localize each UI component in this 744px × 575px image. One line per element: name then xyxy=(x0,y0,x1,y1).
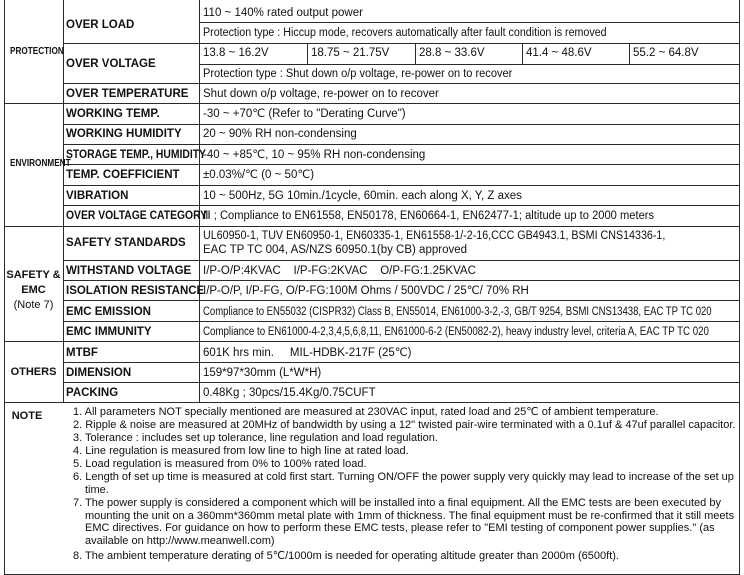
mtbf-label: MTBF xyxy=(66,347,98,359)
storage-temp-value: -40 ~ +85℃, 10 ~ 95% RH non-condensing xyxy=(203,149,426,161)
over-voltage-range: 55.2 ~ 64.8V xyxy=(633,47,699,59)
row-rule xyxy=(63,362,740,363)
over-temperature-label: OVER TEMPERATURE xyxy=(66,88,189,100)
note-item: 3. Tolerance : includes set up tolerance, line regulation and load regulation. xyxy=(73,432,438,444)
section-others: OTHERS xyxy=(10,366,57,378)
working-humidity-value: 20 ~ 90% RH non-condensing xyxy=(203,128,357,140)
note-item: 5. Load regulation is measured from 0% to 100% rated load. xyxy=(73,458,367,470)
section-safety-note-ref: (Note 7) xyxy=(13,299,54,311)
ov-cell-divider xyxy=(522,43,523,64)
section-rule xyxy=(4,103,740,104)
row-rule xyxy=(63,124,740,125)
row-rule xyxy=(63,260,740,261)
row-rule xyxy=(63,43,740,44)
over-voltage-label: OVER VOLTAGE xyxy=(66,58,156,70)
spec-table xyxy=(4,0,740,575)
row-rule xyxy=(63,321,740,322)
ov-cell-divider xyxy=(307,43,308,64)
vibration-value: 10 ~ 500Hz, 5G 10min./1cycle, 60min. each along X, Y, Z axes xyxy=(203,190,522,202)
over-voltage-protection-type: Protection type : Shut down o/p voltage, re-power on to recover xyxy=(203,68,513,80)
emc-immunity-value: Compliance to EN61000-4-2,3,4,5,6,8,11, EN61000-6-2 (EN50082-2), heavy industry level, criteria A, EAC TP TC 020 xyxy=(203,326,709,338)
over-voltage-category-label: OVER VOLTAGE CATEGORY xyxy=(66,210,208,222)
over-load-value: 110 ~ 140% rated output power xyxy=(203,7,363,19)
vibration-label: VIBRATION xyxy=(66,190,129,202)
section-rule xyxy=(4,402,740,403)
working-temp-value: -30 ~ +70℃ (Refer to "Derating Curve") xyxy=(203,108,406,120)
over-load-label: OVER LOAD xyxy=(66,19,135,31)
note-item: 7. The power supply is considered a component which will be installed into a final equipment. All the EMC tests are been executed by mounting the unit on a 360mm*360mm metal plate with 1mm of thickness. The final equipment must be re-confirmed that it still meets EMC directives. For guidance on how to perform these EMC tests, please refer to "EMI testing of component power supplies." (as available on http://www.meanwell.com) xyxy=(73,497,735,547)
note-item: 4. Line regulation is measured from low line to high line at rated load. xyxy=(73,445,409,457)
withstand-voltage-label: WITHSTAND VOLTAGE xyxy=(66,265,192,277)
section-protection: PROTECTION xyxy=(10,46,64,57)
over-voltage-range: 13.8 ~ 16.2V xyxy=(203,47,269,59)
row-rule xyxy=(63,205,740,206)
note-item: 2. Ripple & noise are measured at 20MHz of bandwidth by using a 12" twisted pair-wire terminated with a 0.1uf & 47uf parallel capacitor. xyxy=(73,419,736,431)
safety-standards-line: EAC TP TC 004, AS/NZS 60950.1(by CB) approved xyxy=(203,244,468,256)
sub-row-rule xyxy=(199,22,740,23)
ov-cell-divider xyxy=(629,43,630,64)
note-item: 1. All parameters NOT specially mentioned are measured at 230VAC input, rated load and 25℃ of ambient temperature. xyxy=(73,406,659,418)
over-voltage-range: 41.4 ~ 48.6V xyxy=(526,47,592,59)
section-safety-title: SAFETY & xyxy=(6,269,61,281)
row-rule xyxy=(63,382,740,383)
row-rule xyxy=(63,300,740,301)
packing-label: PACKING xyxy=(66,387,119,399)
over-voltage-category-value: Ⅲ ; Compliance to EN61558, EN50178, EN60664-1, EN62477-1; altitude up to 2000 meters xyxy=(203,210,655,222)
row-rule xyxy=(63,164,740,165)
row-rule xyxy=(63,185,740,186)
section-environment: ENVIRONMENT xyxy=(10,158,71,169)
over-voltage-range: 18.75 ~ 21.75V xyxy=(311,47,390,59)
row-rule xyxy=(63,144,740,145)
section-note: NOTE xyxy=(11,410,43,422)
emc-immunity-label: EMC IMMUNITY xyxy=(66,326,152,338)
temp-coefficient-label: TEMP. COEFFICIENT xyxy=(66,169,180,181)
over-load-protection-type: Protection type : Hiccup mode, recovers automatically after fault condition is removed xyxy=(203,27,607,39)
row-rule xyxy=(63,83,740,84)
working-temp-label: WORKING TEMP. xyxy=(66,108,160,120)
dimension-value: 159*97*30mm (L*W*H) xyxy=(203,367,322,379)
note-item: 6. Length of set up time is measured at cold first start. Turning ON/OFF the power supply very quickly may lead to increase of the set up time. xyxy=(73,471,734,496)
dimension-label: DIMENSION xyxy=(66,367,132,379)
row-rule xyxy=(63,280,740,281)
mtbf-value: 601K hrs min. MIL-HDBK-217F (25℃) xyxy=(203,347,412,359)
section-safety-emc: EMC xyxy=(21,284,46,296)
safety-standards-line: UL60950-1, TUV EN60950-1, EN60335-1, EN61558-1/-2-16,CCC GB4943.1, BSMI CNS14336-1, xyxy=(203,230,666,242)
sub-row-rule xyxy=(199,64,740,65)
emc-emission-value: Compliance to EN55032 (CISPR32) Class B, EN55014, EN61000-3-2,-3, GB/T 9254, BSMI CNS13438, EAC TP TC 020 xyxy=(203,306,712,318)
emc-emission-label: EMC EMISSION xyxy=(66,306,151,318)
withstand-voltage-value: I/P-O/P:4KVAC I/P-FG:2KVAC O/P-FG:1.25KVAC xyxy=(203,265,476,277)
isolation-resistance-label: ISOLATION RESISTANCE xyxy=(66,285,205,297)
section-rule xyxy=(4,226,740,227)
safety-standards-label: SAFETY STANDARDS xyxy=(66,237,186,249)
section-rule xyxy=(4,341,740,342)
packing-value: 0.48Kg ; 30pcs/15.4Kg/0.75CUFT xyxy=(203,387,376,399)
temp-coefficient-value: ±0.03%/℃ (0 ~ 50℃) xyxy=(203,169,315,181)
storage-temp-label: STORAGE TEMP., HUMIDITY xyxy=(66,149,206,161)
working-humidity-label: WORKING HUMIDITY xyxy=(66,128,182,140)
over-temperature-value: Shut down o/p voltage, re-power on to recover xyxy=(203,88,439,100)
ov-cell-divider xyxy=(415,43,416,64)
note-item: 8. The ambient temperature derating of 5℃/1000m is needed for operating altitude greater than 2000m (6500ft). xyxy=(73,550,619,562)
isolation-resistance-value: I/P-O/P, I/P-FG, O/P-FG:100M Ohms / 500VDC / 25℃/ 70% RH xyxy=(203,285,529,297)
over-voltage-range: 28.8 ~ 33.6V xyxy=(419,47,485,59)
